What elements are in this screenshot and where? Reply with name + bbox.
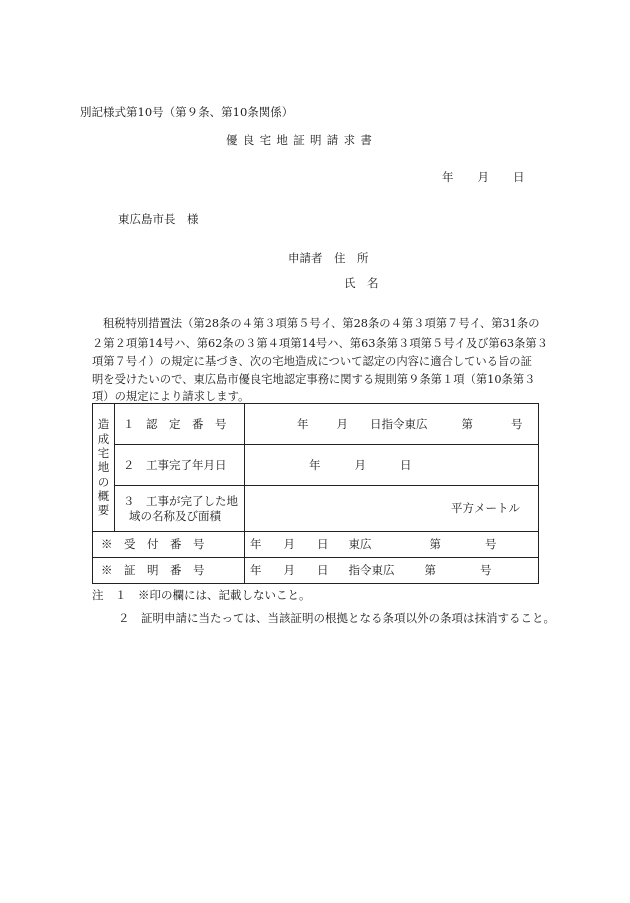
document-title: 優良宅地証明請求書: [226, 133, 378, 147]
completion-year-text: 年: [309, 457, 321, 472]
certificate-number-label: ※ 証 明 番 号: [93, 558, 245, 584]
crt-day-text: 日: [317, 563, 329, 578]
overview-heading: 造 成 宅 地 の 概 要: [97, 417, 110, 518]
body-text-line: 租税特別措置法（第28条の４第３項第５号イ、第28条の４第３項第７号イ、第31条の: [103, 317, 540, 330]
date-day: 日: [513, 170, 525, 184]
cert-year-text: 年: [297, 416, 309, 431]
body-text-line: 項）の規定により請求します。: [92, 390, 250, 403]
crt-month-text: 月: [283, 563, 295, 578]
overview-heading-cell: [93, 404, 115, 532]
reception-number-label: ※ 受 付 番 号: [93, 532, 245, 558]
rec-go-text: 号: [485, 537, 497, 552]
crt-no-text: 第: [424, 563, 436, 578]
completion-month-text: 月: [354, 457, 366, 472]
reception-number-value: [245, 532, 539, 558]
cert-number-label: １ 認 定 番 号: [115, 404, 245, 445]
date-year: 年: [442, 170, 454, 184]
applicant-address-label: 申請者 住 所: [288, 251, 369, 265]
rec-day-text: 日: [317, 537, 329, 552]
cert-day-text: 日指令東広: [370, 416, 428, 431]
certificate-number-value: [245, 558, 539, 584]
completion-day-text: 日: [400, 457, 412, 472]
rec-no-text: 第: [429, 537, 441, 552]
body-text-line: 明を受けたいので、東広島市優良宅地認定事務に関する規則第９条第１項（第10条第３: [92, 373, 536, 386]
date-month: 月: [477, 170, 489, 184]
form-label: 別記様式第10号（第９条、第10条関係）: [80, 105, 294, 119]
crt-go-text: 号: [480, 563, 492, 578]
area-label: [115, 486, 245, 532]
applicant-name-label: 氏 名: [344, 276, 379, 290]
date-line: [442, 172, 525, 184]
body-text-line: ２第２項第14号ハ、第62条の３第４項第14号ハ、第63条第３項第５号イ及び第63条第３: [92, 337, 548, 350]
area-label-line1: ３ 工事が完了した地: [123, 494, 238, 509]
addressee: 東広島市長 様: [118, 212, 199, 226]
crt-year-text: 年: [250, 563, 262, 578]
cert-go-text: 号: [511, 416, 523, 431]
note-2: ２ 証明申請に当たっては、当該証明の根拠となる条項以外の条項は抹消すること。: [118, 611, 555, 625]
completion-date-value: [245, 445, 539, 486]
cert-no-text: 第: [461, 416, 473, 431]
cert-number-value: [245, 404, 539, 445]
rec-year-text: 年: [250, 537, 262, 552]
rec-month-text: 月: [283, 537, 295, 552]
crt-prefix-text: 指令東広: [348, 563, 395, 578]
note-1: 注 １ ※印の欄には、記載しないこと。: [92, 588, 311, 602]
body-text-line: 項第７号イ）の規定に基づき、次の宅地造成について認定の内容に適合している旨の証: [92, 355, 532, 368]
overview-table: [92, 403, 539, 584]
cert-month-text: 月: [336, 416, 348, 431]
completion-date-label: ２ 工事完了年月日: [115, 445, 245, 486]
area-label-line2: 域の名称及び面積: [129, 508, 221, 523]
rec-prefix-text: 東広: [348, 537, 372, 552]
area-value: 平方メートル: [245, 486, 539, 532]
